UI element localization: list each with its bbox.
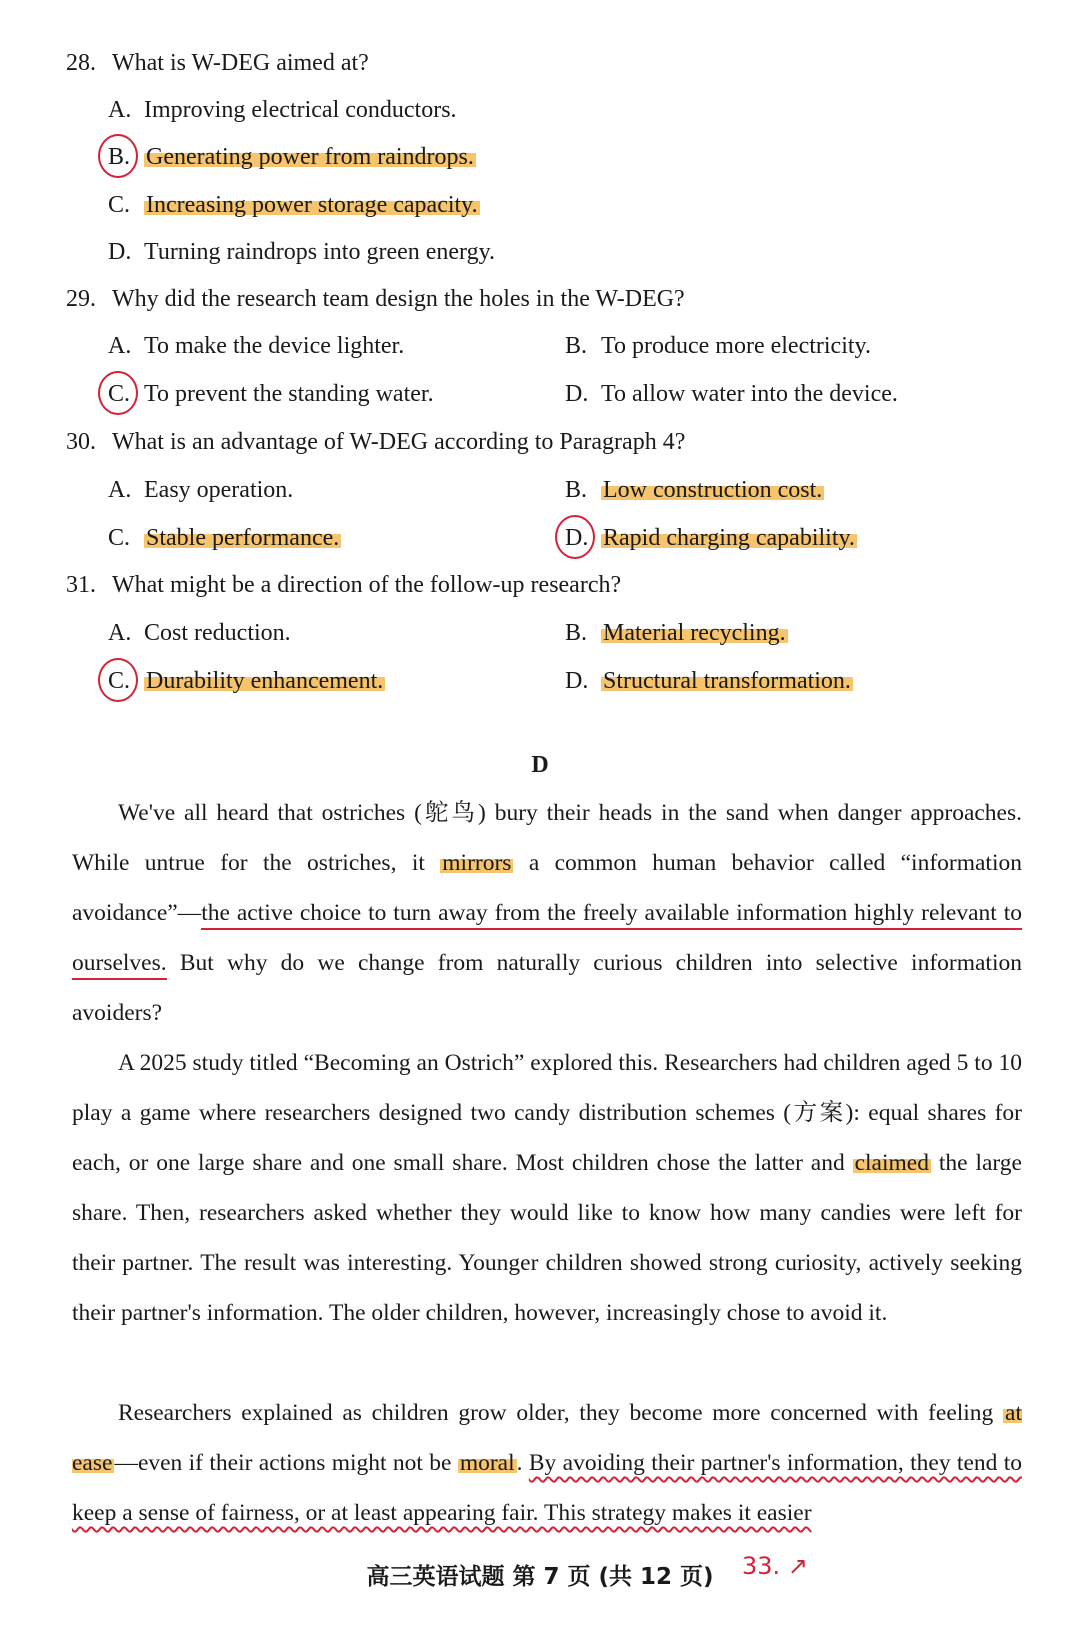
highlighted-text: Structural transformation. [603,668,851,694]
answer-circle: C. [108,381,131,407]
passage-paragraph-2: A 2025 study titled “Becoming an Ostrich” explored this. Researchers had children aged 5 to 10 play a game where researchers designed two candy distribution schemes (方案): equal shares for each, or one large share and one small share. Most children chose the latter and claimed the large share. Then, researchers asked whether they would like to know how many candies were left for their partner. The result was interesting. Younger children showed strong curiosity, actively seeking their partner's information. The older children, however, increasingly chose to avoid it. [72,1050,1022,1326]
question-29: 29. Why did the research team design the holes in the W-DEG? [66,286,685,312]
question-number: 28. [66,50,96,76]
highlighted-word: claimed [854,1150,929,1176]
highlighted-word: moral [459,1450,515,1476]
option-31-d: D. Structural transformation. [565,668,851,694]
question-30: 30. What is an advantage of W-DEG according to Paragraph 4? [66,429,686,455]
option-30-d [565,523,857,553]
highlighted-text: Low construction cost. [603,477,823,503]
question-31: 31. What might be a direction of the follow-up research? [66,572,622,598]
answer-circle: D. [565,525,589,551]
option-28-d: D. Turning raindrops into green energy. [108,239,496,265]
option-30-a: A. Easy operation. [108,477,294,503]
option-29-b: B. To produce more electricity. [565,333,871,359]
highlighted-text: Durability enhancement. [146,668,384,694]
section-title: D [531,752,549,778]
option-28-a: A. Improving electrical conductors. [108,97,457,123]
option-31-a: A. Cost reduction. [108,620,291,646]
highlighted-text: Rapid charging capability. [603,525,855,551]
highlighted-text: Increasing power storage capacity. [146,192,478,218]
option-30-c: C. Stable performance. [108,525,340,551]
option-29-c: C. To prevent the standing water. [108,381,434,407]
passage-paragraph-3: Researchers explained as children grow older, they become more concerned with feeling at ease—even if their actions might not be moral. By avoiding their partner's information, they tend to keep a sense of fairness, or at least appearing fair. This strategy makes it easier [72,1400,1023,1526]
option-28-b [108,142,476,172]
option-31-c [108,666,385,696]
answer-circle: B. [108,144,131,170]
highlighted-text: Stable performance. [146,525,340,551]
option-28-c: C. Increasing power storage capacity. [108,192,478,218]
highlighted-word: at ease [72,1400,1022,1476]
answer-circle: C. [108,668,131,694]
highlighted-text: Generating power from raindrops. [146,144,474,170]
option-29-a: A. To make the device lighter. [108,333,405,359]
handwritten-note: 33. ↗ [742,1552,808,1580]
option-31-b: B. Material recycling. [565,620,786,646]
passage-paragraph-1: We've all heard that ostriches (鸵鸟) bury their heads in the sand when danger approaches. While untrue for the ostriches, it mirrors a common human behavior called “information avoidance”—the active choice to turn away from the freely available information highly relevant to ourselves. But why do we change from naturally curious children into selective information avoiders? [72,800,1022,1026]
question-28 [66,48,369,78]
wavy-underlined-text: By avoiding their partner's information, they tend to keep a sense of fairness, or at least appearing fair. This strategy makes it easier [72,1450,1023,1526]
highlighted-word: mirrors [442,850,512,876]
highlighted-text: Material recycling. [603,620,786,646]
underlined-text: the active choice to turn away from the freely available information highly relevant to ourselves. [72,900,1022,980]
question-text: What is W-DEG aimed at? [112,50,369,76]
option-30-b: B. Low construction cost. [565,477,823,503]
option-29-d: D. To allow water into the device. [565,381,898,407]
page-footer: 高三英语试题 第 7 页 (共 12 页) [366,1564,714,1590]
